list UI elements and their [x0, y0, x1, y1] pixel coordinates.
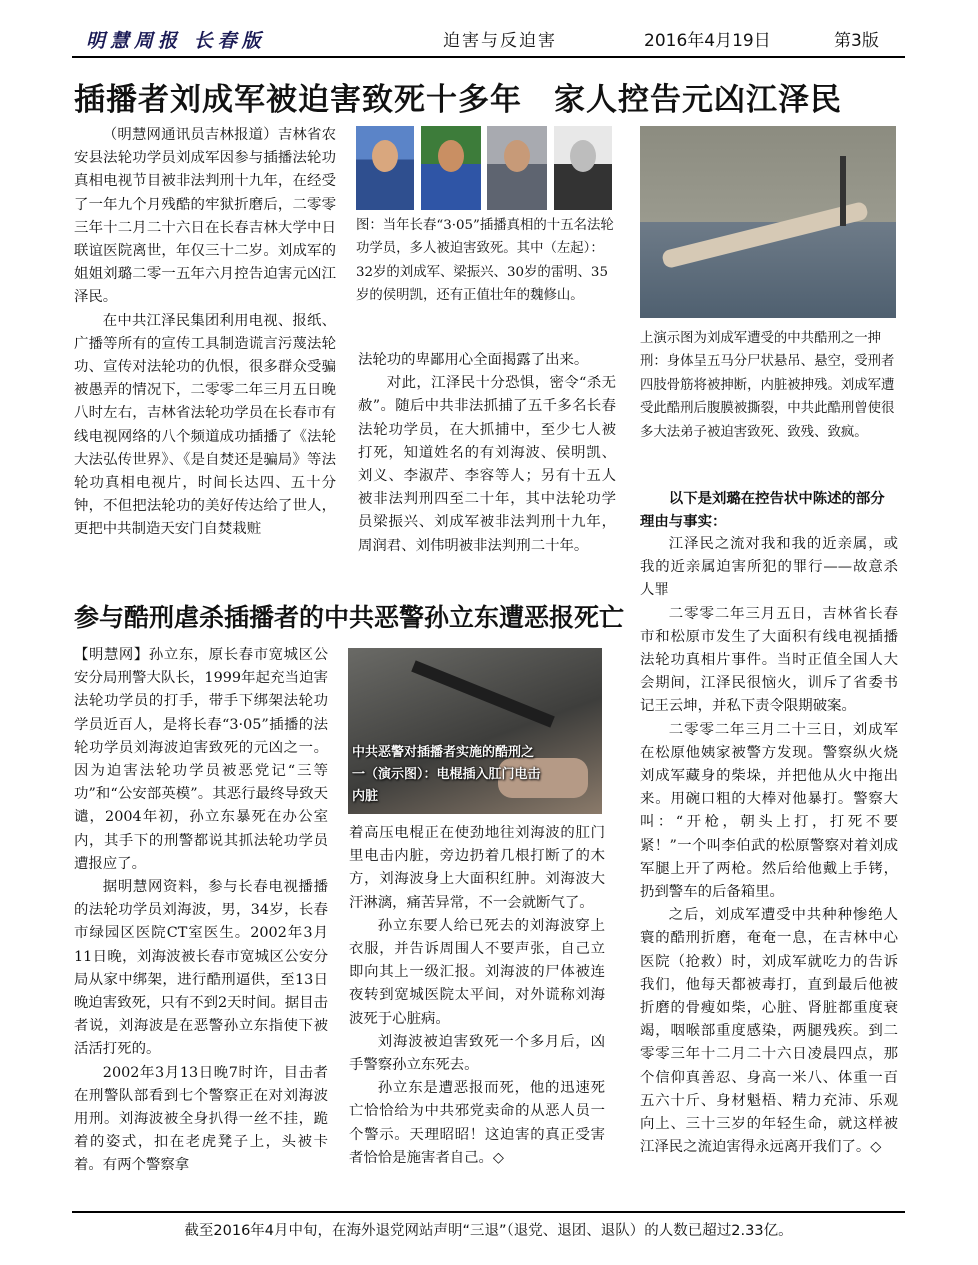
- torture-demo-photo: [640, 126, 896, 318]
- article1-title: 插播者刘成军被迫害致死十多年 家人控告元凶江泽民: [74, 82, 842, 118]
- portrait-row: [356, 126, 614, 212]
- complaint-subhead: 以下是刘璐在控告状中陈述的部分理由与事实：: [640, 490, 885, 530]
- paragraph: 二零零二年三月五日，吉林省长春市和松原市发生了大面积有线电视插播法轮功真相片事件。当时正值全国人大会期间，江泽民很恼火，训斥了省委书记王云坤，并私下责令限期破案。: [640, 605, 898, 715]
- portrait-photo: [487, 126, 547, 210]
- photo-overlay-caption: 中共恶警对插播者实施的酷刑之一（演示图）：电棍插入肛门电击内脏: [352, 745, 541, 804]
- article1-column-3: [640, 533, 898, 1159]
- torture-caption: 上演示图为刘成军遭受的中共酷刑之一抻刑：身体呈五马分尸状悬吊、悬空，受刑者四肢骨筋将被抻断，内脏被抻残。刘成军遭受此酷刑后腹膜被撕裂，中共此酷刑曾使很多大法弟子被迫害致死、致残、致疯。: [640, 331, 895, 440]
- article2-column-2: [349, 822, 605, 1170]
- paragraph: 【明慧网】孙立东，原长春市宽城区公安分局刑警大队长，1999年起充当迫害法轮功学员的打手，带手下绑架法轮功学员近百人，是将长春“3·05”插播的法轮功学员刘海波迫害致死的元凶之一。因为迫害法轮功学员被恶党记“三等功”和“公安部英模”。其恶行最终导致天谴，2004年初，孙立东暴死在办公室内，其手下的刑警都说其抓法轮功学员遭报应了。: [74, 647, 328, 872]
- header-divider: [72, 56, 905, 58]
- paragraph: 刘海波被迫害致死一个多月后，凶手警察孙立东死去。: [349, 1033, 605, 1074]
- article1-column-1: [74, 124, 336, 542]
- portrait-photo: [421, 126, 481, 210]
- paragraph: 2002年3月13日晚7时许，目击者在刑警队部看到七个警察正在对刘海波用刑。刘海波被全身扒得一丝不挂，跪着的姿式，扣在老虎凳子上，头被卡着。有两个警察拿: [74, 1064, 328, 1174]
- issue-date: 2016年4月19日: [644, 31, 771, 51]
- page-number: 第3版: [834, 31, 879, 51]
- footer-notice: 截至2016年4月中旬，在海外退党网站声明“三退”（退党、退团、退队）的人数已超过2.33亿。: [184, 1223, 793, 1239]
- paragraph: 二零零二年三月二十三日，刘成军在松原他姨家被警方发现。警察纵火烧刘成军藏身的柴垛，并把他从火中拖出来。用碗口粗的大棒对他暴打。警察大叫：“开枪，朝头上打，打死不要紧！”一个叫李伯武的松原警察对着刘成军腿上开了两枪。然后给他戴上手铐，扔到警车的后备箱里。: [640, 721, 898, 901]
- paragraph: （明慧网通讯员吉林报道）吉林省农安县法轮功学员刘成军因参与插播法轮功真相电视节目被非法判刑十九年，在经受了一年九个月残酷的牢狱折磨后，二零零三年十二月二十六日在长春吉林大学中日联谊医院离世，年仅三十二岁。刘成军的姐姐刘璐二零一五年六月控告迫害元凶江泽民。: [74, 127, 336, 306]
- section-name: 迫害与反迫害: [443, 31, 557, 51]
- paragraph: 江泽民之流对我和我的近亲属，或我的近亲属迫害所犯的罪行——故意杀人罪: [640, 536, 898, 599]
- paragraph: 法轮功的卑鄙用心全面揭露了出来。: [358, 352, 589, 368]
- article2-column-1: [74, 644, 328, 1178]
- paragraph: 对此，江泽民十分恐惧，密令“杀无赦”。随后中共非法抓捕了五千多名长春法轮功学员，在大抓捕中，至少七人被打死，知道姓名的有刘海波、侯明凯、刘义、李淑芹、李容等人；另有十五人被非法判刑四至二十年，其中法轮功学员梁振兴、刘成军被非法判刑十九年，周润君、刘伟明被非法判刑二十年。: [358, 375, 616, 554]
- electric-baton-demo-photo: [348, 648, 602, 814]
- portrait-caption: 图：当年长春“3·05”插播真相的十五名法轮功学员，多人被迫害致死。其中（左起）：32岁的刘成军、梁振兴、30岁的雷明、35岁的侯明凯，还有正值壮年的魏修山。: [356, 218, 614, 304]
- article1-column-2: [358, 349, 616, 558]
- portrait-photo: [356, 126, 414, 210]
- paragraph: 在中共江泽民集团利用电视、报纸、广播等所有的宣传工具制造谎言污蔑法轮功、宣传对法轮功的仇恨，很多群众受骗被愚弄的情况下，二零零二年三月五日晚八时左右，吉林省法轮功学员在长春市有线电视网络的八个频道成功插播了《法轮大法弘传世界》、《是自焚还是骗局》等法轮功真相电视片，时间长达四、五十分钟，不但把法轮功的美好传达给了世人，更把中共制造天安门自焚栽赃: [74, 312, 336, 538]
- footer-divider: [72, 1211, 905, 1213]
- paragraph: 据明慧网资料，参与长春电视播播的法轮功学员刘海波，男，34岁，长春市绿园区医院CT室医生。2002年3月11日晚，刘海波被长春市宽城区公安分局从家中绑架，进行酷刑逼供，至13日晚迫害致死，只有不到2天时间。据目击者说，刘海波是在恶警孙立东指使下被活活打死的。: [74, 879, 328, 1058]
- newspaper-brand: 明慧周报 长春版: [86, 30, 266, 52]
- article2-title: 参与酷刑虐杀插播者的中共恶警孙立东遭恶报死亡: [74, 603, 625, 632]
- portrait-photo: [554, 126, 612, 210]
- paragraph: 孙立东是遭恶报而死，他的迅速死亡恰恰给为中共邪党卖命的从恶人员一个警示。天理昭昭！这迫害的真正受害者恰恰是施害者自己。◇: [349, 1080, 605, 1166]
- paragraph: 着高压电棍正在使劲地往刘海波的肛门里电击内脏，旁边扔着几根打断了的木方，刘海波身上大面积红肿。刘海波大汗淋漓，痛苦异常，不一会就断气了。: [349, 825, 605, 911]
- paragraph: 之后，刘成军遭受中共种种惨绝人寰的酷刑折磨，奄奄一息，在吉林中心医院（抢救）时，刘成军就吃力的告诉我们，他每天都被毒打，直到最后他被折磨的骨瘦如柴，心脏、肾脏都重度衰竭，咽喉部重度感染，两腿残疾。到二零零三年十二月二十六日凌晨四点，那个信仰真善忍、身高一米八、体重一百五六十斤、身材魁梧、精力充沛、乐观向上、三十三岁的年轻生命，就这样被江泽民之流迫害得永远离开我们了。◇: [640, 907, 898, 1156]
- paragraph: 孙立东要人给已死去的刘海波穿上衣服，并告诉周围人不要声张，自己立即向其上一级汇报。刘海波的尸体被连夜转到宽城医院太平间，对外谎称刘海波死于心脏病。: [349, 917, 605, 1027]
